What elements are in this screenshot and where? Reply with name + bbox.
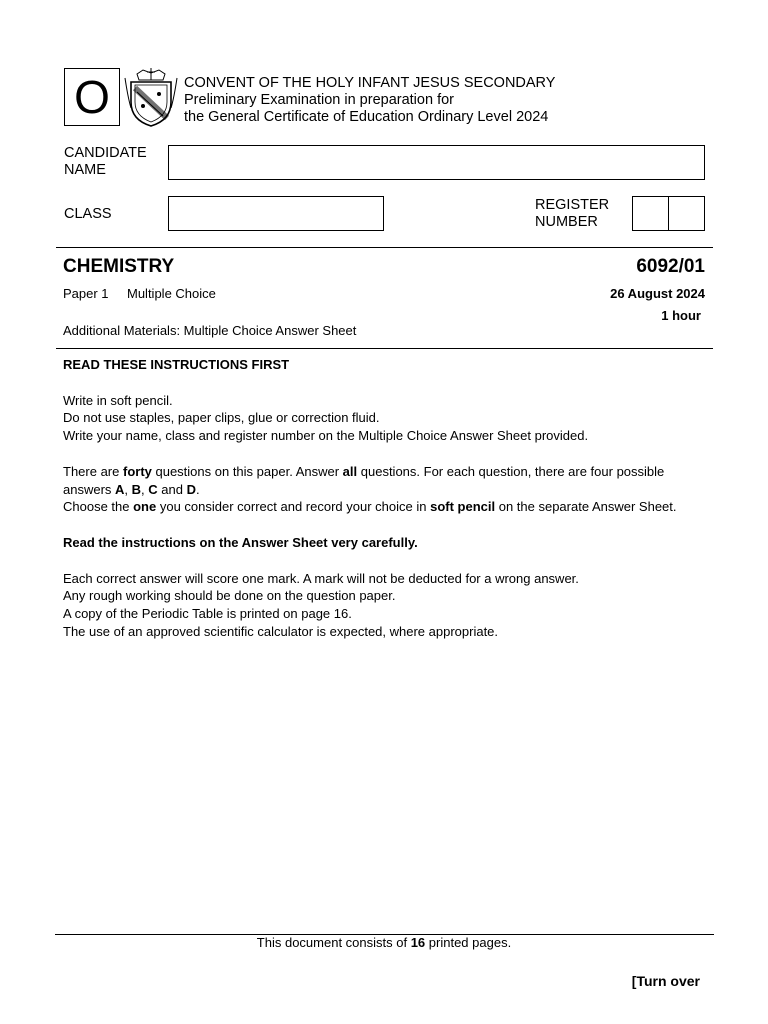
class-field[interactable] xyxy=(168,196,384,231)
instruction-line: Any rough working should be done on the question paper. xyxy=(63,588,396,604)
candidate-name-label-line2: NAME xyxy=(64,162,106,178)
additional-materials: Additional Materials: Multiple Choice Answer Sheet xyxy=(63,323,357,338)
instruction-line: Each correct answer will score one mark. A mark will not be deducted for a wrong answer. xyxy=(63,570,579,586)
candidate-name-field[interactable] xyxy=(168,145,705,180)
exam-date: 26 August 2024 xyxy=(610,286,705,301)
exam-title-line2: the General Certificate of Education Ordinary Level 2024 xyxy=(184,109,549,125)
instruction-paragraph-choose: Choose the one you consider correct and record your choice in soft pencil on the separate Answer Sheet. xyxy=(63,499,677,515)
instruction-paragraph-questions: There are forty questions on this paper. Answer all questions. For each question, there are four possible answers A, B, C and D. xyxy=(63,463,665,497)
register-digit-box-2[interactable] xyxy=(668,196,705,231)
paper-code: 6092/01 xyxy=(636,256,705,277)
instructions-heading: READ THESE INSTRUCTIONS FIRST xyxy=(63,357,290,372)
school-name: CONVENT OF THE HOLY INFANT JESUS SECONDARY xyxy=(184,75,556,91)
instruction-line: Do not use staples, paper clips, glue or correction fluid. xyxy=(63,410,380,426)
register-number-label-line2: NUMBER xyxy=(535,214,598,230)
page-count-note: This document consists of 16 printed pages. xyxy=(256,935,512,950)
instruction-bold-line: Read the instructions on the Answer Sheet very carefully. xyxy=(63,534,418,550)
register-digit-box-1[interactable] xyxy=(632,196,669,231)
exam-duration: 1 hour xyxy=(661,308,701,323)
instruction-line: Write in soft pencil. xyxy=(63,392,173,408)
school-crest-icon xyxy=(123,68,179,128)
register-number-label-line1: REGISTER xyxy=(535,197,610,213)
instructions-block xyxy=(63,356,703,641)
register-number-label xyxy=(535,197,609,231)
paper-number: Paper 1 xyxy=(63,286,109,301)
instruction-line: The use of an approved scientific calculator is expected, where appropriate. xyxy=(63,623,499,639)
instruction-line: A copy of the Periodic Table is printed on page 16. xyxy=(63,606,352,622)
candidate-name-label xyxy=(64,145,147,179)
exam-title-line1: Preliminary Examination in preparation for xyxy=(184,92,454,108)
candidate-name-label-line1: CANDIDATE xyxy=(64,145,147,161)
turn-over-label: [Turn over xyxy=(631,973,700,989)
class-label: CLASS xyxy=(64,206,112,222)
instruction-line: Write your name, class and register number on the Multiple Choice Answer Sheet provided. xyxy=(63,428,589,444)
paper-type: Multiple Choice xyxy=(127,286,216,301)
exam-logo-box xyxy=(64,68,120,126)
subject-title: CHEMISTRY xyxy=(63,256,175,277)
exam-logo-letter: O xyxy=(74,71,110,123)
divider-top xyxy=(56,247,713,248)
divider-instructions xyxy=(56,348,713,349)
